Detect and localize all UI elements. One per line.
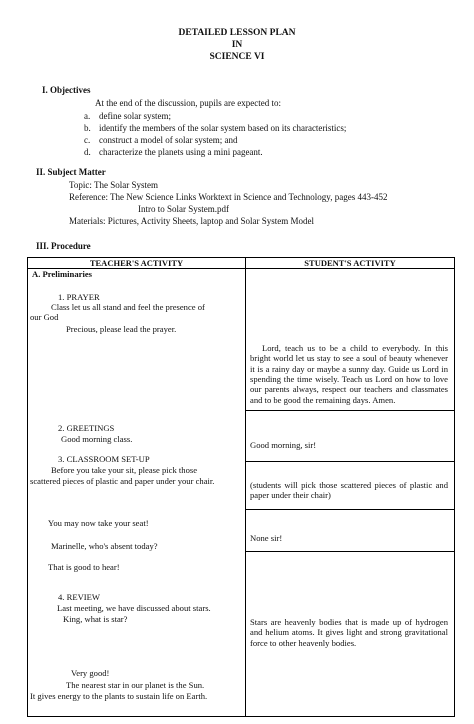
sun-line-2: It gives energy to the plants to sustain life on Earth. [30, 691, 208, 701]
prayer-heading: 1. PRAYER [58, 292, 100, 302]
objective-marker-c: c. [84, 135, 91, 145]
procedure-table-header [28, 258, 455, 269]
star-response: Stars are heavenly bodies that is made up of hydrogen and helium atoms. It gives light and strong gravitational force to other heavenly bodies. [250, 617, 448, 648]
classroom-line-2: scattered pieces of plastic and paper under your chair. [30, 476, 215, 486]
row-divider [246, 461, 455, 462]
objective-marker-b: b. [84, 123, 91, 133]
classroom-setup-heading: 3. CLASSROOM SET-UP [58, 454, 150, 464]
greetings-heading: 2. GREETINGS [58, 423, 115, 433]
prayer-response: Lord, teach us to be a child to everybody. In this bright world let us stay to see a soul of beauty whenever it is a rainy day or maybe a sunny day. Guide us Lord in spending the time wisely. Teach us Lord on how to love our parents always, respect our teachers and classmates and to be good the remaining days. Amen. [250, 343, 448, 405]
document-subject: SCIENCE VI [209, 52, 265, 62]
procedure-heading: III. Procedure [36, 241, 91, 251]
very-good-line: Very good! [71, 668, 110, 678]
objectives-intro: At the end of the discussion, pupils are expected to: [95, 98, 281, 108]
reference-line: Reference: The New Science Links Worktext in Science and Technology, pages 443-452 [69, 192, 388, 202]
objectives-heading: I. Objectives [42, 85, 91, 95]
subject-matter-heading: II. Subject Matter [36, 167, 106, 177]
greeting-response: Good morning, sir! [250, 440, 317, 450]
preliminaries-heading: A. Preliminaries [32, 269, 92, 279]
review-heading: 4. REVIEW [58, 592, 101, 602]
procedure-table [27, 257, 455, 717]
teacher-activity-cell [28, 269, 246, 717]
seat-line: You may now take your seat! [48, 518, 149, 528]
student-activity-cell [246, 269, 455, 717]
review-line-2: King, what is star? [63, 614, 128, 624]
student-activity-header: STUDENT'S ACTIVITY [246, 258, 455, 269]
greetings-line: Good morning class. [61, 434, 133, 444]
objective-marker-a: a. [84, 111, 91, 121]
prayer-line-3: Precious, please lead the prayer. [66, 324, 177, 334]
row-divider [246, 551, 455, 552]
prayer-line-2: our God [30, 312, 59, 322]
classroom-line-1: Before you take your sit, please pick those [51, 465, 198, 475]
classroom-response: (students will pick those scattered pieces of plastic and paper under their chair) [250, 480, 448, 501]
document-title-line2: IN [231, 40, 243, 50]
good-to-hear-line: That is good to hear! [48, 562, 120, 572]
teacher-activity-header: TEACHER'S ACTIVITY [28, 258, 246, 269]
objective-marker-d: d. [84, 147, 91, 157]
row-divider [246, 410, 455, 411]
objective-item-d: characterize the planets using a mini pageant. [99, 147, 263, 157]
objective-item-a: define solar system; [99, 111, 171, 121]
absent-question-line: Marinelle, who's absent today? [51, 541, 158, 551]
document-title: DETAILED LESSON PLAN [178, 28, 296, 38]
materials-line: Materials: Pictures, Activity Sheets, laptop and Solar System Model [69, 216, 314, 226]
topic-line: Topic: The Solar System [69, 180, 158, 190]
objective-item-c: construct a model of solar system; and [99, 135, 238, 145]
sun-line-1: The nearest star in our planet is the Sun. [66, 680, 205, 690]
reference-file: Intro to Solar System.pdf [138, 204, 229, 214]
prayer-line-1: Class let us all stand and feel the presence of [51, 302, 205, 312]
objective-item-b: identify the members of the solar system based on its characteristics; [99, 123, 347, 133]
review-line-1: Last meeting, we have discussed about stars. [57, 603, 211, 613]
row-divider [246, 509, 455, 510]
absent-response: None sir! [250, 533, 283, 543]
